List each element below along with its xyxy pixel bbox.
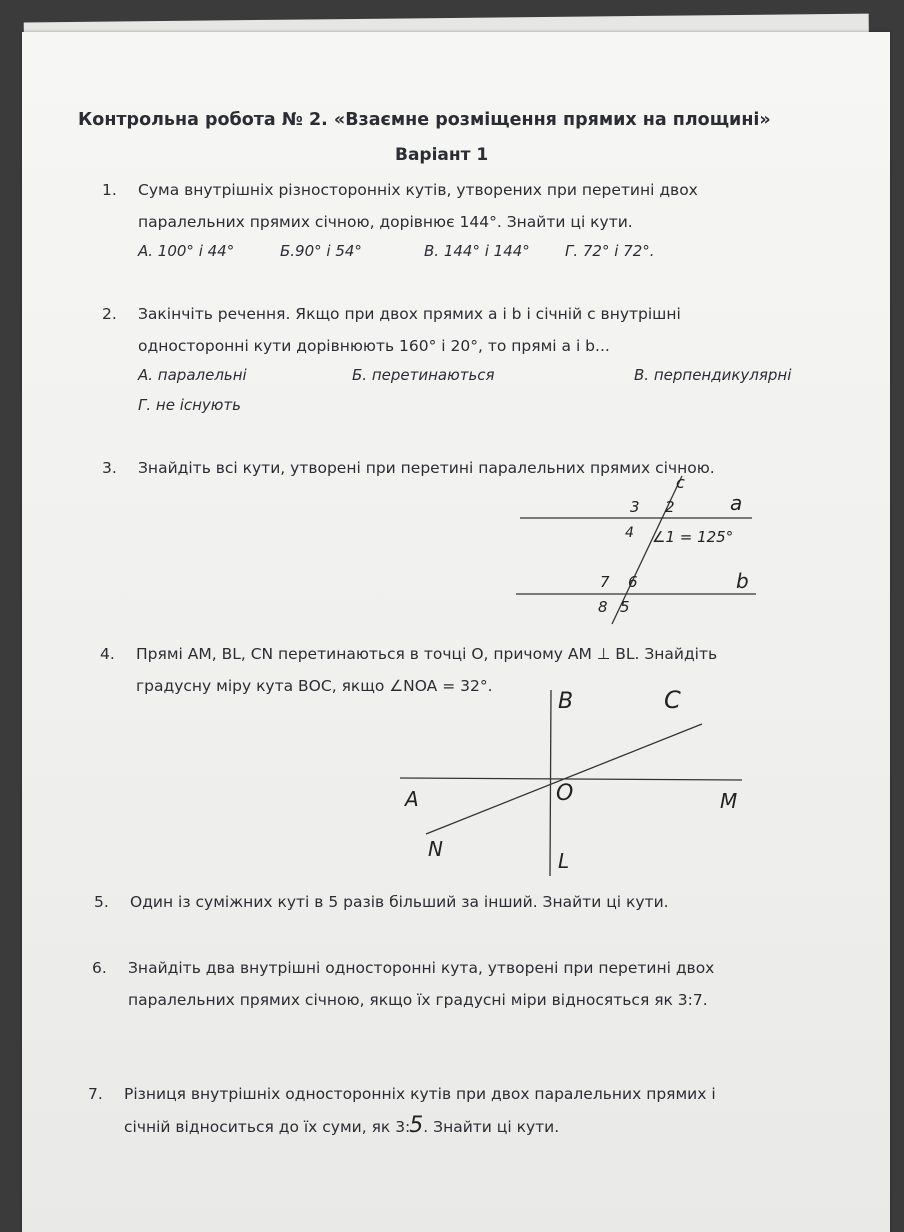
question-text-line: Різниця внутрішніх односторонніх кутів при двох паралельних прямих і <box>124 1085 716 1103</box>
question-text-line: Знайдіть всі кути, утворені при перетині паралельних прямих січною. <box>138 459 715 477</box>
question-text-line: Закінчіть речення. Якщо при двох прямих a і b і січній c внутрішні <box>138 305 681 323</box>
answer-option-a: А. 100° і 44° <box>138 242 235 260</box>
page-title: Контрольна робота № 2. «Взаємне розміщення прямих на площині» <box>78 110 771 130</box>
answer-option-b: Б. перетинаються <box>352 366 495 384</box>
angle-1-value: ∠1 = 125° <box>652 528 734 546</box>
angle-label-8: 8 <box>598 598 608 616</box>
label-c: c <box>676 473 685 492</box>
question-text-part: . Знайти ці кути. <box>423 1118 560 1136</box>
line-am <box>400 778 742 780</box>
angle-label-2: 2 <box>665 498 675 516</box>
question-number: 5. <box>94 893 109 911</box>
question-text-line: Знайдіть два внутрішні односторонні кута, утворені при перетині двох <box>128 959 715 977</box>
question-text-part: січній відноситься до їх суми, як 3: <box>124 1118 411 1136</box>
question-number: 2. <box>102 305 117 323</box>
point-label-l: L <box>558 849 570 873</box>
answer-option-c: В. 144° і 144° <box>424 242 530 260</box>
question-text-line: Сума внутрішніх різносторонніх кутів, утворених при перетині двох <box>138 181 698 199</box>
point-label-o: O <box>556 781 574 806</box>
question-text-line: односторонні кути дорівнюють 160° і 20°, то прямі a і b... <box>138 337 610 355</box>
question-text-line: паралельних прямих січною, якщо їх градусні міри відносяться як 3:7. <box>128 991 708 1009</box>
angle-label-7: 7 <box>600 573 610 591</box>
question-text-line: паралельних прямих січною, дорівнює 144°. Знайти ці кути. <box>138 213 633 231</box>
question-text-line: Прямі АМ, BL, CN перетинаються в точці О, причому АМ ⊥ BL. Знайдіть <box>136 645 718 663</box>
label-a: a <box>730 491 743 515</box>
label-b: b <box>736 569 749 593</box>
question-number: 4. <box>100 645 115 663</box>
angle-label-6: 6 <box>628 573 638 591</box>
variant-label: Варіант 1 <box>395 145 489 165</box>
angle-label-4: 4 <box>625 525 634 541</box>
question-text-line <box>124 1110 559 1143</box>
angle-label-5: 5 <box>620 598 630 616</box>
answer-option-c: В. перпендикулярні <box>634 366 792 384</box>
question-text-line: Один із суміжних куті в 5 разів більший за інший. Знайти ці кути. <box>130 893 669 911</box>
question-number: 3. <box>102 459 117 477</box>
question-text-line: градусну міру кута ВОС, якщо ∠NOA = 32°. <box>136 677 493 695</box>
answer-option-d: Г. 72° і 72°. <box>565 242 655 260</box>
answer-option-a: А. паралельні <box>138 366 247 384</box>
point-label-b: B <box>558 689 574 714</box>
answer-option-b: Б.90° і 54° <box>280 242 362 260</box>
answer-option-d: Г. не існують <box>138 396 242 414</box>
question-number: 6. <box>92 959 107 977</box>
point-label-m: M <box>720 789 738 813</box>
point-label-n: N <box>428 837 443 861</box>
line-bl <box>550 690 551 876</box>
angle-label-3: 3 <box>630 498 640 516</box>
handwritten-digit: 5 <box>409 1113 424 1138</box>
question-number: 1. <box>102 181 117 199</box>
point-label-c: C <box>664 686 681 714</box>
question-number: 7. <box>88 1085 103 1103</box>
point-label-a: A <box>405 787 419 811</box>
